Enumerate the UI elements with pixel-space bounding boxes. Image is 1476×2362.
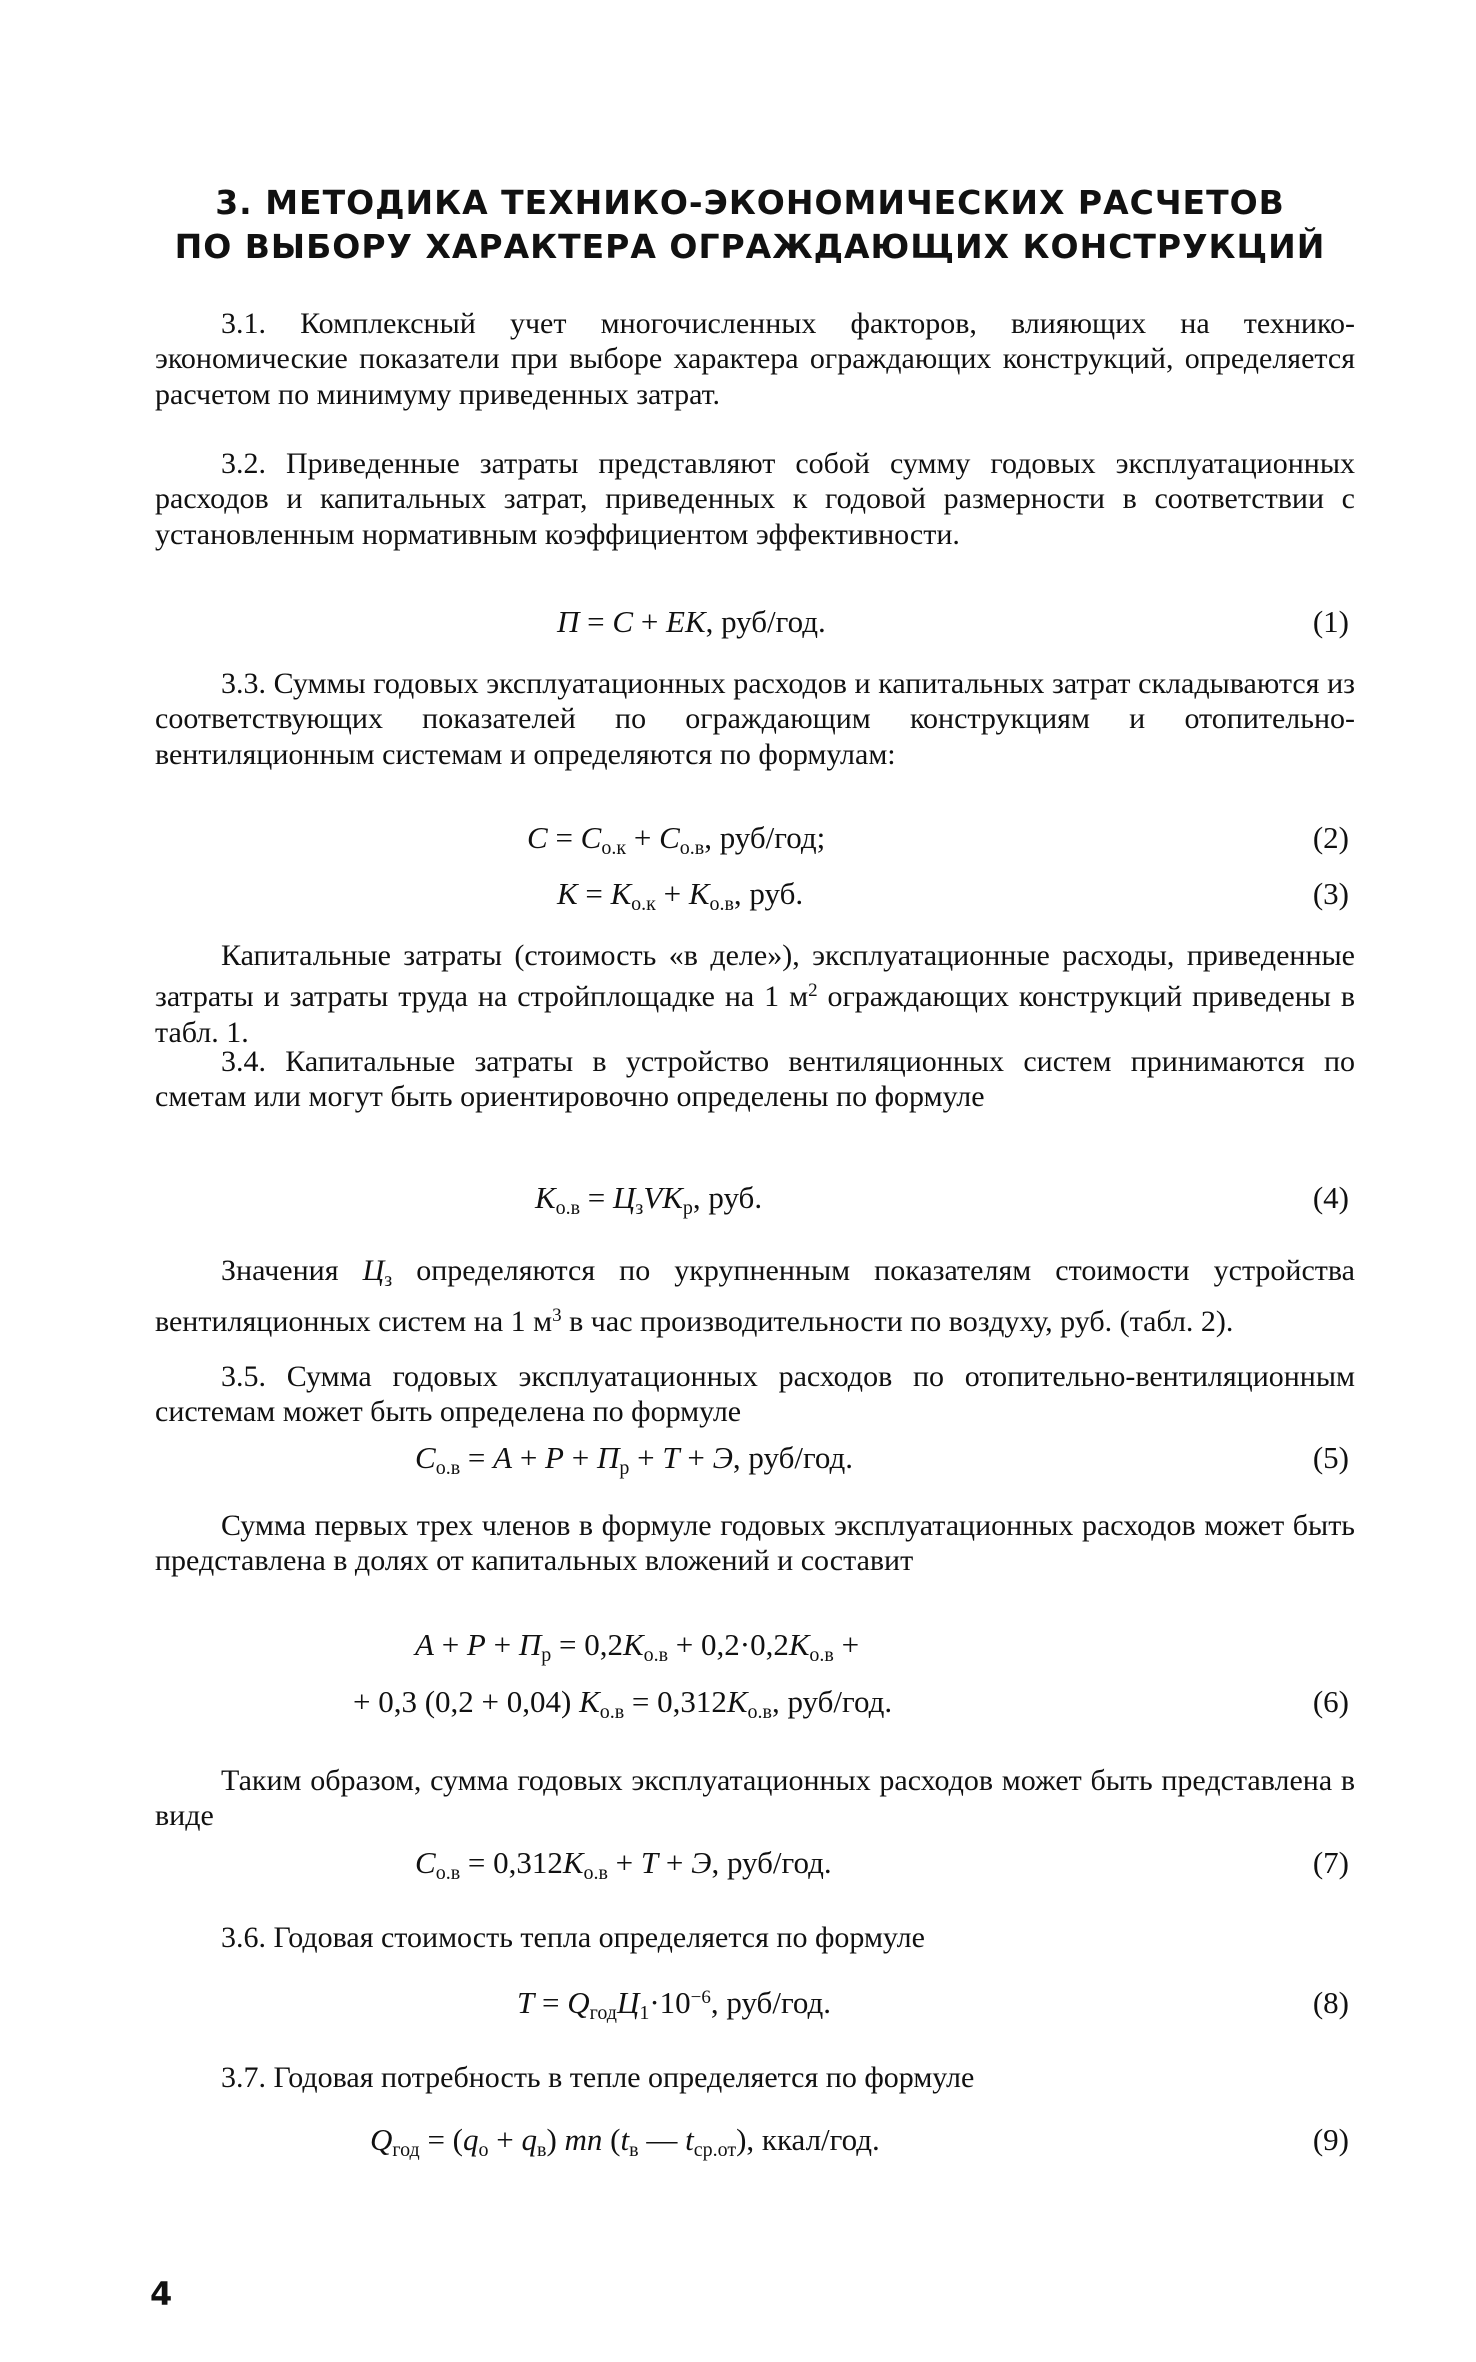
equation-number-3: (3) [1312,876,1349,911]
paragraph-3-1: 3.1. Комплексный учет многочисленных факторов, влияющих на технико-экономические показатели при выборе характера ограждающих конструкций, определяется расчетом по минимуму приведенных затрат. [155,307,1355,411]
equation-number-2: (2) [1312,820,1349,855]
eq5-sub2: р [619,1457,630,1479]
equation-number-1: (1) [1312,604,1349,639]
equation-number-8: (8) [1312,1985,1349,2020]
paragraph-3-2: 3.2. Приведенные затраты представляют собой сумму годовых эксплуатационных расходов и капитальных затрат, приведенных к годовой размерности в соответствии с установленным нормативным коэффициентом эффективности. [155,447,1355,551]
equation-6-line-2: + 0,3 (0,2 + 0,04) $К_{о.в} = 0,312К_{о.в}$, руб/год. (6) [353,1684,1349,1723]
page-number: 4 [150,2275,173,2313]
equation-8: $Т = Q_{год}Ц_1\cdot 10^{-6}$, руб/год. (8) [517,1985,1349,2024]
eq4-sub2: з [635,1197,644,1219]
equation-number-4: (4) [1312,1180,1349,1215]
paragraph-3-4: 3.4. Капитальные затраты в устройство вентиляционных систем принимаются по сметам или могут быть ориентировочно определены по формуле [155,1045,1355,1114]
eq4-sub3: р [682,1197,693,1219]
eq2-sub2: о.в [679,837,705,859]
eq3-sub1: о.к [631,893,656,915]
equation-9: $Q_{год} = (q_о + q_в)$ mn ($t_в$ — $t_{ср.от}$), ккал/год. (9) [370,2122,1349,2161]
equation-number-5: (5) [1312,1440,1349,1475]
paragraph-3-5: 3.5. Сумма годовых эксплуатационных расходов по отопительно-вентиляционным системам может быть определена по формуле [155,1360,1355,1429]
eq1-unit: , руб/год. [705,604,826,639]
eq5-unit: , руб/год. [732,1440,854,1475]
equation-number-9: (9) [1312,2122,1349,2157]
eq3-unit: , руб. [733,876,804,911]
paragraph-3-3: 3.3. Суммы годовых эксплуатационных расходов и капитальных затрат складываются из соответствующих показателей по ограждающим конструкциям и отопительно-вентиляционным системам и определяются по формулам: [155,667,1355,771]
equation-4: $К_{о.в} = Ц_зVК_р$, руб. (4) [535,1180,1349,1219]
paragraph-3-6: 3.6. Годовая стоимость тепла определяется по формуле [221,1921,925,1954]
equation-2: $С = С_{о.к} + С_{о.в}$, руб/год; (2) [527,820,1349,859]
paragraph-values: Значения $Ц_з$ определяются по укрупненным показателям стоимости устройства вентиляционных систем на 1 $м^3$ в час производительности по воздуху, руб. (табл. 2). [155,1254,1355,1339]
equation-5: $С_{о.в} = А + Р + П_р + Т + Э$, руб/год. (5) [415,1440,1349,1479]
equation-number-6: (6) [1312,1684,1349,1719]
equation-number-7: (7) [1312,1845,1349,1880]
section-heading-line-2: ПО ВЫБОРУ ХАРАКТЕРА ОГРАЖДАЮЩИХ КОНСТРУКЦИЙ [174,227,1326,266]
eq4-unit: , руб. [692,1180,763,1215]
section-heading-line-1: 3. МЕТОДИКА ТЕХНИКО-ЭКОНОМИЧЕСКИХ РАСЧЕТОВ [215,183,1285,222]
eq2-unit: , руб/год; [704,820,826,855]
equation-7: $С_{о.в} = 0,312К_{о.в} + Т + Э$, руб/год. (7) [415,1845,1349,1884]
equation-3: $К = К_{о.к} + К_{о.в}$, руб. (3) [557,876,1349,915]
paragraph-capital-costs: Капитальные затраты (стоимость «в деле»), эксплуатационные расходы, приведенные затраты и затраты труда на стройплощадке на 1 $м^2$ ограждающих конструкций приведены в табл. 1. [155,939,1356,1049]
paragraph-3-7: 3.7. Годовая потребность в тепле определяется по формуле [221,2061,975,2094]
equation-1: П = С + ЕК, руб/год. (1) [557,604,1349,639]
eq5-sub1: о.в [435,1457,461,1479]
eq2-sub1: о.к [601,837,627,859]
paragraph-sum: Сумма первых трех членов в формуле годовых эксплуатационных расходов может быть представлена в долях от капитальных вложений и составит [155,1509,1355,1578]
eq3-sub2: о.в [709,893,734,915]
eq4-sub1: о.в [555,1197,581,1219]
equation-6-line-1: $А + Р + П_р = 0,2К_{о.в} + 0,2\cdot 0,2К_{о.в}$ + [415,1627,860,1666]
paragraph-thus: Таким образом, сумма годовых эксплуатационных расходов может быть представлена в виде [155,1764,1355,1833]
